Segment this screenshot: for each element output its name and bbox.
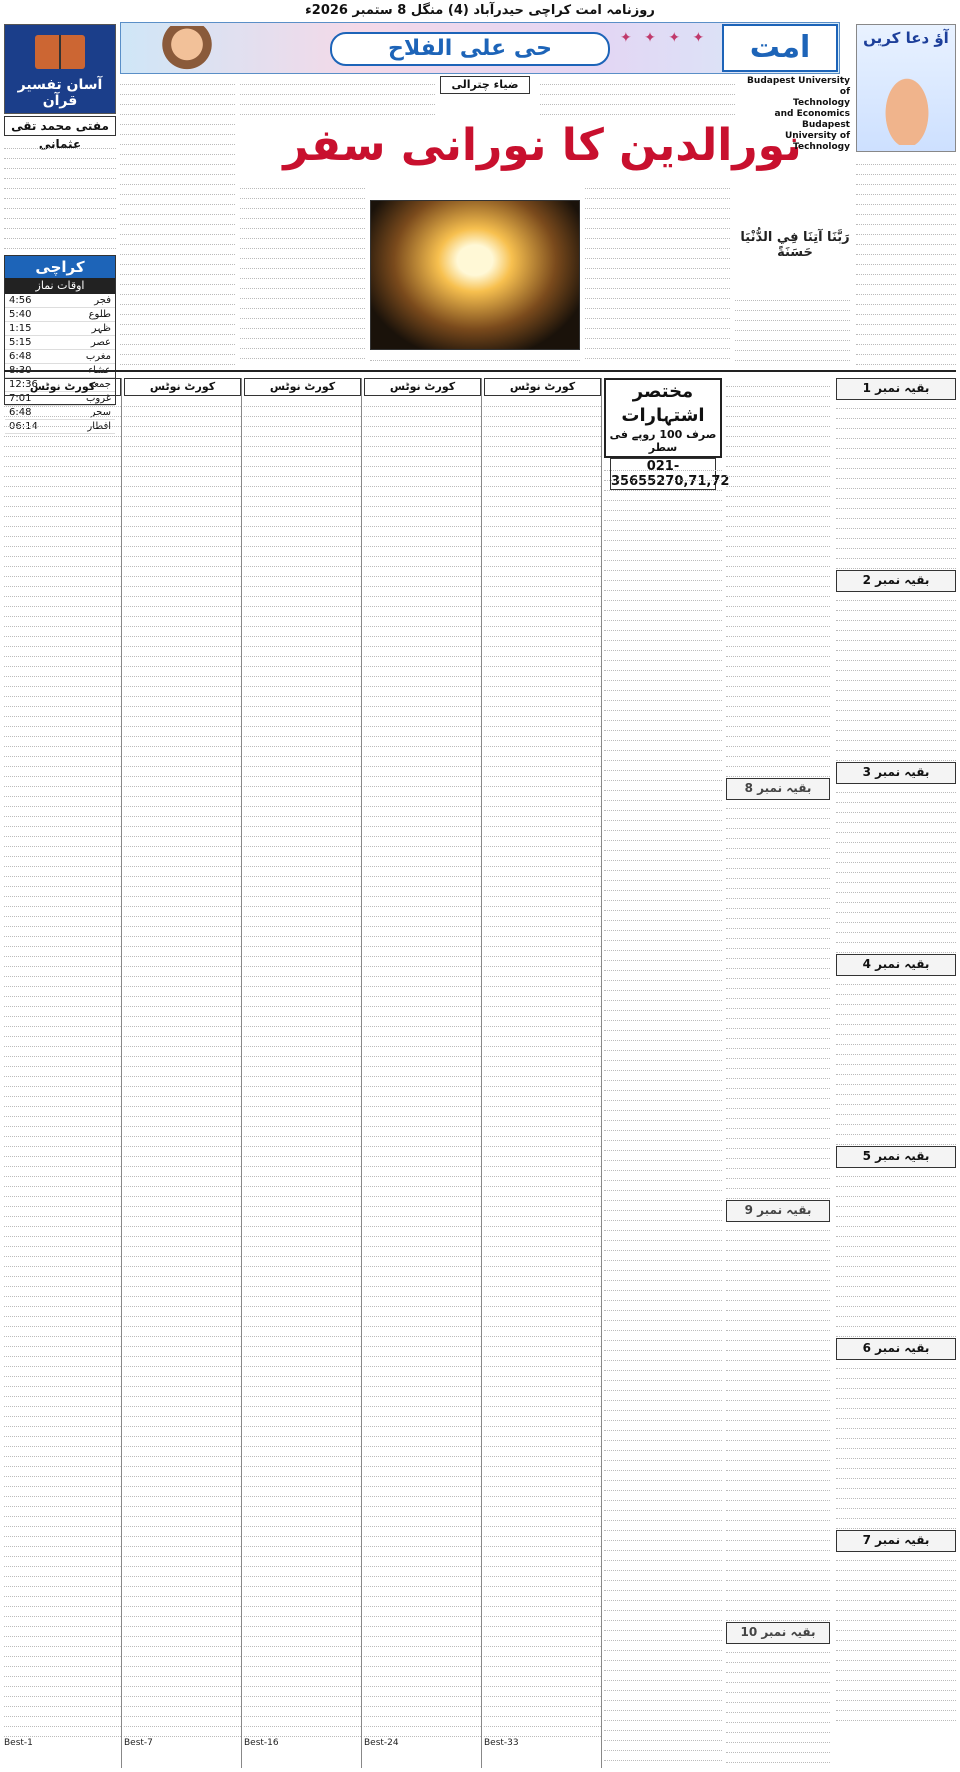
prayer-name: افطار xyxy=(87,421,111,432)
prayer-name: سحر xyxy=(90,407,111,418)
classifieds-phone[interactable]: 021-35655270,71,72 xyxy=(611,459,730,489)
english-term: and Economics xyxy=(774,109,850,119)
prayer-row xyxy=(5,336,115,350)
newspaper-logo[interactable]: امت xyxy=(722,24,838,72)
english-term: University of Technology xyxy=(784,131,850,152)
continuation-heading[interactable]: بقیہ نمبر 1 xyxy=(836,378,956,400)
continuation-heading[interactable]: بقیہ نمبر 10 xyxy=(726,1622,830,1644)
tafseer-title: آسان تفسیر قرآن xyxy=(17,77,103,109)
praying-hands-icon xyxy=(877,65,937,145)
best-tag: Best-24 xyxy=(364,1738,399,1748)
prayer-name: جمعہ xyxy=(88,379,111,390)
continuation-text xyxy=(836,400,956,570)
court-notice-text xyxy=(4,398,121,1738)
continuation-text xyxy=(836,784,956,954)
continuation-text xyxy=(836,592,956,762)
classifieds-subtitle: صرف 100 روپے فی سطر xyxy=(609,428,717,454)
quran-photo xyxy=(370,200,580,350)
court-notice-column xyxy=(484,378,602,1768)
best-tag: Best-33 xyxy=(484,1738,519,1748)
dua-panel-title: آؤ دعا کریں xyxy=(863,29,949,47)
court-notice-label: کورٹ نوٹس xyxy=(364,378,481,396)
masthead-slogan: حی علی الفلاح xyxy=(330,32,610,66)
english-term: Budapest xyxy=(802,120,850,130)
best-tag: Best-7 xyxy=(124,1738,153,1748)
prayer-time: 6:48 xyxy=(9,407,32,418)
prayer-time: 5:40 xyxy=(9,309,32,320)
lead-col-1 xyxy=(120,76,235,366)
tafseer-author: مفتی محمد تقی عثمانی xyxy=(4,116,116,136)
prayer-name: طلوع xyxy=(88,309,111,320)
prayer-name: عصر xyxy=(90,337,111,348)
continuation-heading[interactable]: بقیہ نمبر 9 xyxy=(726,1200,830,1222)
court-notice-text xyxy=(364,398,481,1738)
prayer-row xyxy=(5,322,115,336)
continuation-text xyxy=(836,1168,956,1338)
prayer-subtitle: اوقات نماز xyxy=(5,278,115,294)
court-notice-label: کورٹ نوٹس xyxy=(4,378,121,396)
lead-col-3 xyxy=(585,180,730,366)
dua-panel xyxy=(856,24,956,152)
court-notice-text xyxy=(244,398,361,1738)
dateline: روزنامہ امت کراچی حیدرآباد (4) منگل 8 ستمبر 2026ء xyxy=(305,3,655,18)
continuation-heading[interactable]: بقیہ نمبر 4 xyxy=(836,954,956,976)
best-tag: Best-16 xyxy=(244,1738,279,1748)
continuation-heading[interactable]: بقیہ نمبر 6 xyxy=(836,1338,956,1360)
lead-text-top-left xyxy=(240,76,435,116)
court-notice-label: کورٹ نوٹس xyxy=(484,378,601,396)
prayer-row xyxy=(5,350,115,364)
quran-book-icon xyxy=(35,35,85,69)
tafseer-text xyxy=(4,140,116,250)
decorative-stars: ✦ ✦ ✦ ✦ xyxy=(620,30,709,46)
court-notice-column xyxy=(4,378,122,1768)
continuation-col xyxy=(836,378,956,1768)
prayer-time: 4:56 xyxy=(9,295,32,306)
lead-headline[interactable]: نورالدین کا نورانی سفر xyxy=(283,120,802,171)
continuation-heading[interactable]: بقیہ نمبر 3 xyxy=(836,762,956,784)
english-term: Budapest University of xyxy=(747,76,850,97)
tafseer-panel xyxy=(4,24,116,114)
best-tag: Best-1 xyxy=(4,1738,33,1748)
continuation-heading[interactable]: بقیہ نمبر 2 xyxy=(836,570,956,592)
prayer-time: 5:15 xyxy=(9,337,32,348)
mid-continuation-col xyxy=(726,378,830,1768)
court-notice-column xyxy=(244,378,362,1768)
prayer-city: کراچی xyxy=(5,256,115,278)
classifieds-list xyxy=(604,462,722,1768)
prayer-name: مغرب xyxy=(85,351,111,362)
byline: ضیاء چترالی xyxy=(440,76,530,94)
section-divider xyxy=(4,370,956,372)
lead-col-4 xyxy=(735,292,850,366)
right-col-text xyxy=(856,156,956,366)
prayer-name: غروب xyxy=(86,393,111,404)
classifieds-box xyxy=(604,378,730,489)
arabic-quote: رَبَّنَا آتِنَا فِي الدُّنْيَا حَسَنَةً xyxy=(740,230,850,260)
prayer-row xyxy=(5,294,115,308)
lead-caption xyxy=(370,352,580,366)
court-notice-label: کورٹ نوٹس xyxy=(124,378,241,396)
lead-text-top-right xyxy=(540,76,735,116)
continuation-heading[interactable]: بقیہ نمبر 7 xyxy=(836,1530,956,1552)
continuation-text xyxy=(836,976,956,1146)
prayer-time: 1:15 xyxy=(9,323,32,334)
court-notice-column xyxy=(124,378,242,1768)
continuation-text xyxy=(836,1360,956,1530)
court-notice-label: کورٹ نوٹس xyxy=(244,378,361,396)
continuation-heading[interactable]: بقیہ نمبر 8 xyxy=(726,778,830,800)
continuation-heading[interactable]: بقیہ نمبر 5 xyxy=(836,1146,956,1168)
lead-english-terms xyxy=(735,76,850,226)
english-term: Technology xyxy=(793,98,850,108)
court-notice-text xyxy=(124,398,241,1738)
lead-col-2 xyxy=(240,180,365,366)
prayer-time: 12:36 xyxy=(9,379,38,390)
court-notice-column xyxy=(364,378,482,1768)
prayer-time: 6:48 xyxy=(9,351,32,362)
classifieds-title: مختصر اشتہارات xyxy=(621,381,705,426)
prayer-row xyxy=(5,308,115,322)
prayer-name: ظہر xyxy=(91,323,111,334)
prayer-name: فجر xyxy=(94,295,111,306)
court-notice-text xyxy=(484,398,601,1738)
figure-illustration xyxy=(152,26,222,72)
prayer-time: 06:14 xyxy=(9,421,38,432)
continuation-text xyxy=(836,1552,956,1722)
prayer-time: 7:01 xyxy=(9,393,32,404)
